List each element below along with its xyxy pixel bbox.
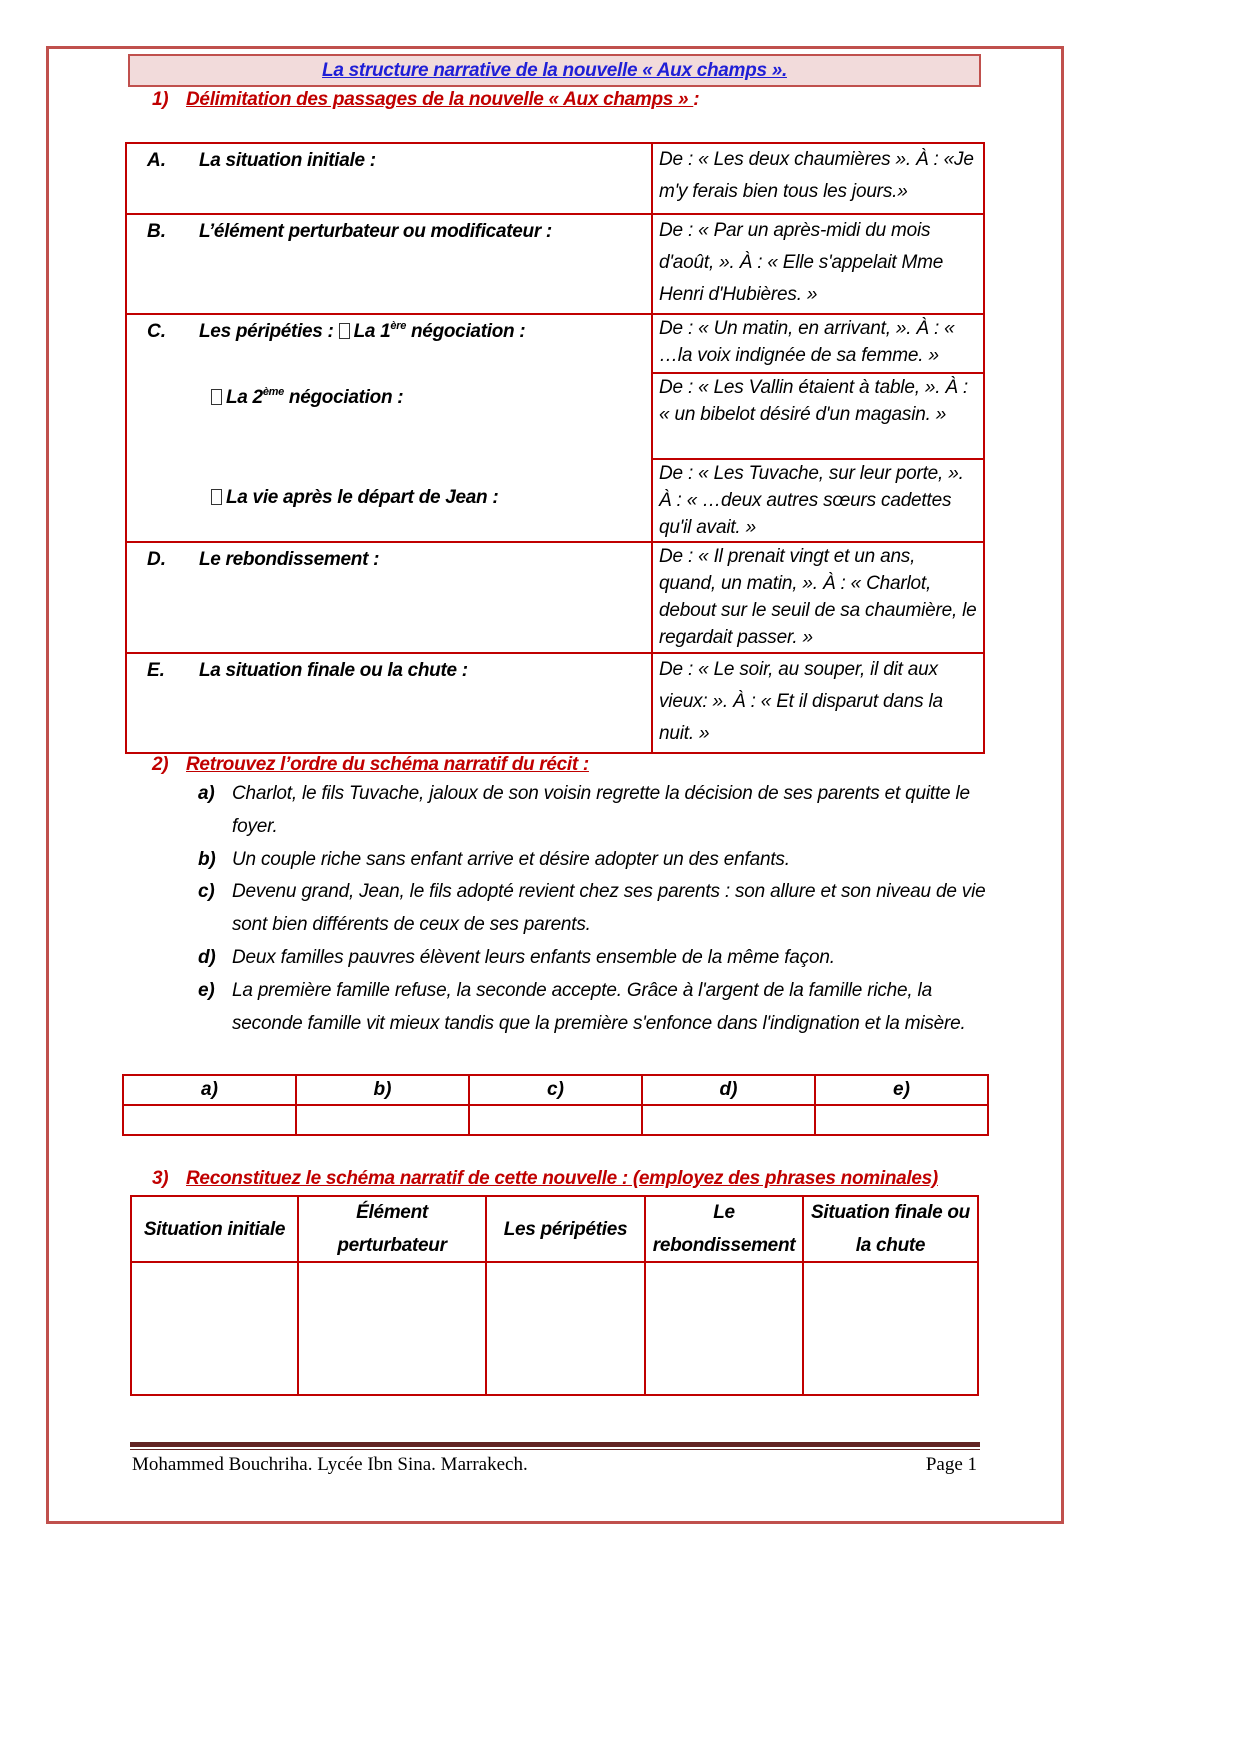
schema-answer-row — [132, 1263, 977, 1394]
passages-table — [125, 142, 985, 754]
row-letter: E. — [147, 660, 165, 681]
item-letter: c) — [198, 881, 215, 903]
table-row-a — [127, 144, 983, 213]
row-quote-cell — [653, 215, 983, 313]
row-label: Le rebondissement : — [199, 549, 380, 570]
row-label-cell — [127, 215, 653, 313]
superscript: ère — [390, 320, 407, 332]
table-row-c — [127, 313, 983, 541]
sub-quote-cell — [653, 315, 983, 372]
row-label: La situation finale ou la chute : — [199, 660, 468, 681]
item-text: Devenu grand, Jean, le fils adopté revient chez ses parents : son allure et son niveau de vie sont bien différents de ceux de ses parents. — [232, 881, 986, 936]
row-quote: De : « Il prenait vingt et un ans, quand, un matin, ». À : « Charlot, debout sur le seuil de sa chaumière, le regardait passer. » — [659, 546, 977, 648]
column-header: Les péripéties — [485, 1197, 644, 1261]
item-letter: b) — [198, 848, 216, 870]
column-header: Situation finale ou la chute — [802, 1197, 977, 1261]
row-quote: De : « Les Vallin étaient à table, ». À : « un bibelot désiré d'un magasin. » — [659, 377, 969, 425]
item-text: Charlot, le fils Tuvache, jaloux de son voisin regrette la décision de ses parents et quitte le foyer. — [232, 783, 970, 837]
section-1-number: 1) — [152, 89, 169, 110]
table-row-b — [127, 213, 983, 313]
sub-label: La vie après le départ de Jean : — [226, 487, 499, 508]
schema-header-row — [132, 1197, 977, 1263]
answer-header: e) — [814, 1076, 987, 1104]
answer-input-row — [124, 1104, 987, 1134]
section-3-title: Reconstituez le schéma narratif de cette nouvelle : (employez des phrases nominales) — [186, 1168, 938, 1189]
answer-cell-c[interactable] — [468, 1106, 641, 1134]
row-quote-cell — [653, 543, 983, 652]
column-header: Élément perturbateur — [297, 1197, 485, 1261]
row-label — [199, 321, 525, 343]
column-header: Le rebondissement — [644, 1197, 802, 1261]
list-item — [198, 844, 998, 877]
narrative-events-list — [198, 778, 998, 1040]
footer-author: Mohammed Bouchriha. Lycée Ibn Sina. Marrakech. — [132, 1454, 528, 1475]
sub-label-tail: négociation : — [283, 387, 404, 408]
row-quote-cell — [653, 144, 983, 213]
section-1-heading — [152, 89, 699, 111]
sub-label-tail: négociation : — [406, 321, 526, 342]
list-item — [198, 975, 998, 1041]
sub-label-3 — [211, 487, 498, 509]
schema-cell-situation-initiale[interactable] — [132, 1263, 297, 1394]
footer-rule-thin — [130, 1449, 980, 1450]
item-letter: a) — [198, 783, 215, 804]
row-label-cell — [127, 543, 653, 652]
table-row-e — [127, 652, 983, 752]
sub-quote-cell — [653, 458, 983, 541]
item-letter: d) — [198, 946, 216, 968]
page-title: La structure narrative de la nouvelle « Aux champs ». — [322, 59, 787, 81]
sub-quote-cell — [653, 372, 983, 458]
title-banner — [128, 54, 981, 87]
column-header: Situation initiale — [143, 1218, 286, 1240]
narrative-schema-table — [130, 1195, 979, 1396]
answer-header: d) — [641, 1076, 814, 1104]
row-label-cell — [127, 315, 653, 541]
row-quote: De : « Par un après-midi du mois d'août, ». À : « Elle s'appelait Mme Henri d'Hubières. » — [659, 220, 944, 305]
footer-rule — [130, 1442, 980, 1447]
row-label: L’élément perturbateur ou modificateur : — [199, 221, 552, 242]
section-2-heading — [152, 754, 589, 776]
row-quote-cell — [653, 315, 983, 541]
section-1-colon: : — [693, 89, 700, 110]
table-row-d — [127, 541, 983, 652]
item-letter: e) — [198, 979, 215, 1001]
row-label-cell — [127, 144, 653, 213]
sub-label: La 1 — [353, 321, 391, 342]
answer-cell-a[interactable] — [124, 1106, 295, 1134]
row-label-cell — [127, 654, 653, 752]
checkbox-glyph-icon — [211, 489, 222, 505]
sub-label: La 2 — [226, 387, 263, 408]
schema-cell-element-perturbateur[interactable] — [297, 1263, 485, 1394]
checkbox-glyph-icon — [211, 389, 222, 405]
answer-header: c) — [468, 1076, 641, 1104]
section-1-title: Délimitation des passages de la nouvelle « Aux champs » — [186, 89, 694, 110]
superscript: ème — [262, 386, 284, 398]
list-item — [198, 876, 998, 942]
section-2-title: Retrouvez l’ordre du schéma narratif du récit : — [186, 754, 589, 775]
list-item — [198, 942, 998, 975]
row-letter: A. — [147, 150, 166, 171]
schema-cell-peripeties[interactable] — [485, 1263, 644, 1394]
row-quote: De : « Le soir, au souper, il dit aux vieux: ». À : « Et il disparut dans la nuit. » — [659, 659, 943, 744]
row-label: La situation initiale : — [199, 150, 376, 171]
footer-page-number: Page 1 — [925, 1454, 977, 1475]
list-item — [198, 778, 998, 844]
answer-header-row — [124, 1076, 987, 1104]
row-quote: De : « Un matin, en arrivant, ». À : « …la voix indignée de sa femme. » — [659, 318, 955, 366]
checkbox-glyph-icon — [339, 323, 350, 339]
answer-cell-e[interactable] — [814, 1106, 987, 1134]
item-text: Deux familles pauvres élèvent leurs enfants ensemble de la même façon. — [232, 946, 835, 968]
answer-cell-d[interactable] — [641, 1106, 814, 1134]
row-letter: C. — [147, 321, 166, 342]
section-3-heading — [152, 1168, 938, 1190]
order-answer-table — [122, 1074, 989, 1136]
row-quote: De : « Les deux chaumières ». À : «Je m'y ferais bien tous les jours.» — [659, 149, 974, 202]
row-quote: De : « Les Tuvache, sur leur porte, ». À : « …deux autres sœurs cadettes qu'il avait. » — [659, 463, 964, 538]
section-3-number: 3) — [152, 1168, 169, 1189]
schema-cell-rebondissement[interactable] — [644, 1263, 802, 1394]
answer-header: b) — [295, 1076, 468, 1104]
item-text: La première famille refuse, la seconde accepte. Grâce à l'argent de la famille riche, la seconde famille vit mieux tandis que la première s'enfonce dans l'indignation et la misère. — [232, 979, 966, 1034]
answer-header: a) — [201, 1079, 218, 1100]
schema-cell-situation-finale[interactable] — [802, 1263, 977, 1394]
row-letter: D. — [147, 549, 166, 570]
sub-label-2 — [211, 387, 403, 409]
row-letter: B. — [147, 221, 166, 242]
row-quote-cell — [653, 654, 983, 752]
answer-cell-b[interactable] — [295, 1106, 468, 1134]
section-2-number: 2) — [152, 754, 169, 775]
item-text: Un couple riche sans enfant arrive et désire adopter un des enfants. — [232, 848, 790, 870]
peripeties-label: Les péripéties : — [199, 321, 339, 342]
